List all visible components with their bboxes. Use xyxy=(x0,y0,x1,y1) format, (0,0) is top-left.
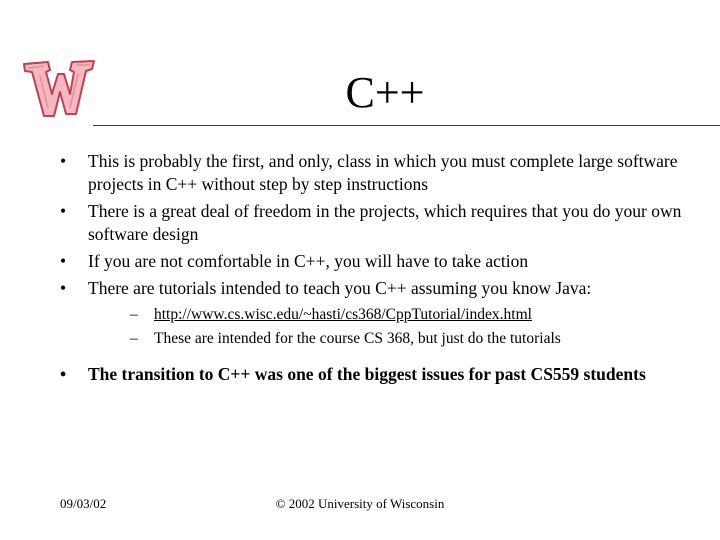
tutorial-link[interactable]: http://www.cs.wisc.edu/~hasti/cs368/CppTutorial/index.html xyxy=(154,306,532,323)
footer-date: 09/03/02 xyxy=(60,496,107,511)
title-divider xyxy=(93,125,720,126)
bullet-item xyxy=(54,150,694,196)
footer-copyright: © 2002 University of Wisconsin xyxy=(275,496,445,511)
dash-glyph: – xyxy=(130,306,138,323)
bullet-glyph: • xyxy=(60,201,67,221)
bullet-text: If you are not comfortable in C++, you will have to take action xyxy=(88,251,529,271)
bullet-item xyxy=(54,277,694,349)
bullet-text: This is probably the first, and only, class in which you must complete large software projects in C++ without step by step instructions xyxy=(88,151,678,194)
sub-bullet-item xyxy=(88,304,694,325)
sub-bullet-item xyxy=(88,328,694,349)
bullet-text: There is a great deal of freedom in the projects, which requires that you do your own software design xyxy=(88,201,682,244)
bullet-item xyxy=(54,250,694,273)
sub-bullet-list xyxy=(88,304,694,349)
bullet-item xyxy=(54,200,694,246)
bullet-text: The transition to C++ was one of the biggest issues for past CS559 students xyxy=(88,364,646,384)
bullet-glyph: • xyxy=(60,364,67,384)
bullet-list xyxy=(54,150,694,390)
bullet-text: There are tutorials intended to teach you C++ assuming you know Java: xyxy=(88,278,592,298)
slide-title: C++ xyxy=(345,68,425,117)
sub-bullet-text: These are intended for the course CS 368, but just do the tutorials xyxy=(154,330,561,347)
bullet-glyph: • xyxy=(60,251,67,271)
bullet-glyph: • xyxy=(60,151,67,171)
dash-glyph: – xyxy=(130,330,138,347)
bullet-item-emphasis xyxy=(54,363,694,386)
bullet-glyph: • xyxy=(60,278,67,298)
